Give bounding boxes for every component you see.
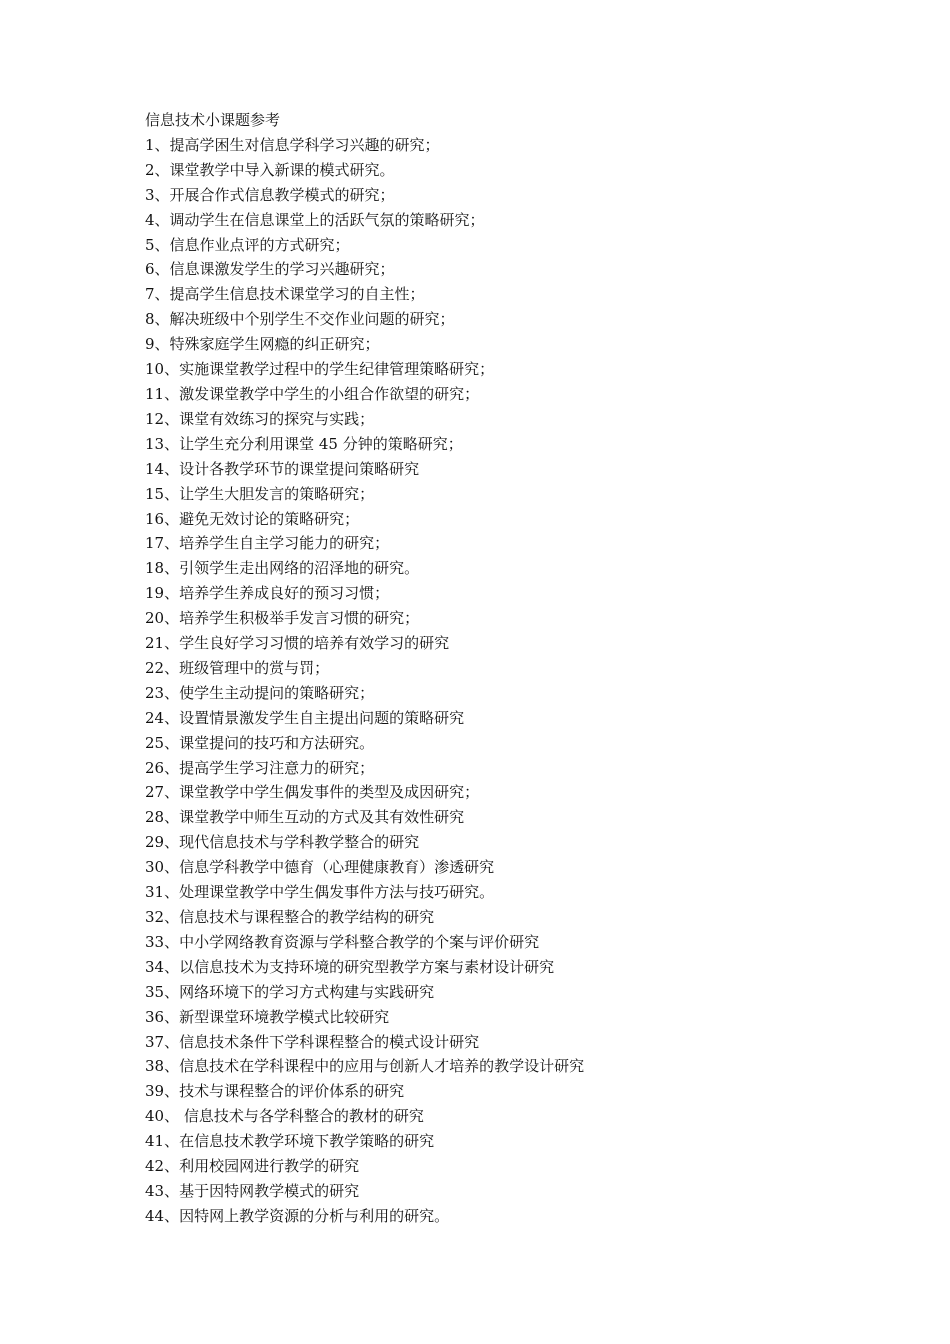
topic-item: 36、新型课堂环境教学模式比较研究 <box>145 1007 390 1026</box>
topic-item: 29、现代信息技术与学科教学整合的研究 <box>145 833 420 852</box>
topic-item: 20、培养学生积极举手发言习惯的研究； <box>145 609 420 628</box>
topic-item: 37、信息技术条件下学科课程整合的模式设计研究 <box>145 1032 480 1051</box>
topic-item: 2、课堂教学中导入新课的模式研究。 <box>145 160 395 179</box>
topic-item: 32、信息技术与课程整合的教学结构的研究 <box>145 908 435 926</box>
topic-item: 15、让学生大胆发言的策略研究； <box>145 484 375 503</box>
topic-item: 10、实施课堂教学过程中的学生纪律管理策略研究； <box>145 360 495 379</box>
topic-item: 3、开展合作式信息教学模式的研究； <box>145 185 395 204</box>
topic-item: 16、避免无效讨论的策略研究； <box>145 509 360 528</box>
topic-item: 33、中小学网络教育资源与学科整合教学的个案与评价研究 <box>145 932 540 951</box>
topic-item: 12、课堂有效练习的探究与实践； <box>145 409 375 428</box>
topic-item: 13、让学生充分利用课堂 45 分钟的策略研究； <box>145 434 463 453</box>
topic-item: 6、信息课激发学生的学习兴趣研究； <box>145 260 395 279</box>
topic-item: 38、信息技术在学科课程中的应用与创新人才培养的教学设计研究 <box>145 1057 585 1076</box>
topic-item: 28、课堂教学中师生互动的方式及其有效性研究 <box>145 808 465 827</box>
topic-item: 25、课堂提问的技巧和方法研究。 <box>145 733 375 752</box>
topic-item: 19、培养学生养成良好的预习习惯； <box>145 584 390 603</box>
topic-item: 1、提高学困生对信息学科学习兴趣的研究； <box>145 135 440 154</box>
topic-item: 35、网络环境下的学习方式构建与实践研究 <box>145 982 435 1001</box>
topic-list <box>145 133 865 1229</box>
topic-item: 8、解决班级中个别学生不交作业问题的研究； <box>145 310 455 329</box>
topic-item: 7、提高学生信息技术课堂学习的自主性； <box>145 285 425 304</box>
topic-item: 30、信息学科教学中德育（心理健康教育）渗透研究 <box>145 858 495 877</box>
topic-item: 5、信息作业点评的方式研究； <box>145 235 350 254</box>
topic-item: 44、因特网上教学资源的分析与利用的研究。 <box>145 1206 450 1225</box>
topic-item: 31、处理课堂教学中学生偶发事件方法与技巧研究。 <box>145 883 495 902</box>
topic-item: 42、利用校园网进行教学的研究 <box>145 1157 360 1176</box>
topic-item: 22、班级管理中的赏与罚； <box>145 658 330 677</box>
topic-item: 43、基于因特网教学模式的研究 <box>145 1181 360 1200</box>
document-title: 信息技术小课题参考 <box>145 111 281 129</box>
topic-item: 17、培养学生自主学习能力的研究； <box>145 534 390 553</box>
document-body <box>145 108 865 1229</box>
topic-item: 26、提高学生学习注意力的研究； <box>145 758 375 777</box>
topic-item: 23、使学生主动提问的策略研究； <box>145 683 375 702</box>
topic-item: 21、学生良好学习习惯的培养有效学习的研究 <box>145 634 450 653</box>
topic-item: 24、设置情景激发学生自主提出问题的策略研究 <box>145 708 465 727</box>
topic-item: 4、调动学生在信息课堂上的活跃气氛的策略研究； <box>145 210 485 229</box>
topic-item: 9、特殊家庭学生网瘾的纠正研究； <box>145 335 380 354</box>
topic-item: 11、激发课堂教学中学生的小组合作欲望的研究； <box>145 384 480 403</box>
topic-item: 34、以信息技术为支持环境的研究型教学方案与素材设计研究 <box>145 957 555 976</box>
topic-item: 18、引领学生走出网络的沼泽地的研究。 <box>145 559 420 578</box>
topic-item: 39、技术与课程整合的评价体系的研究 <box>145 1082 405 1101</box>
topic-item: 41、在信息技术教学环境下教学策略的研究 <box>145 1132 435 1151</box>
topic-item: 27、课堂教学中学生偶发事件的类型及成因研究； <box>145 783 480 802</box>
topic-item: 40、 信息技术与各学科整合的教材的研究 <box>145 1107 424 1126</box>
topic-item: 14、设计各教学环节的课堂提问策略研究 <box>145 459 420 478</box>
